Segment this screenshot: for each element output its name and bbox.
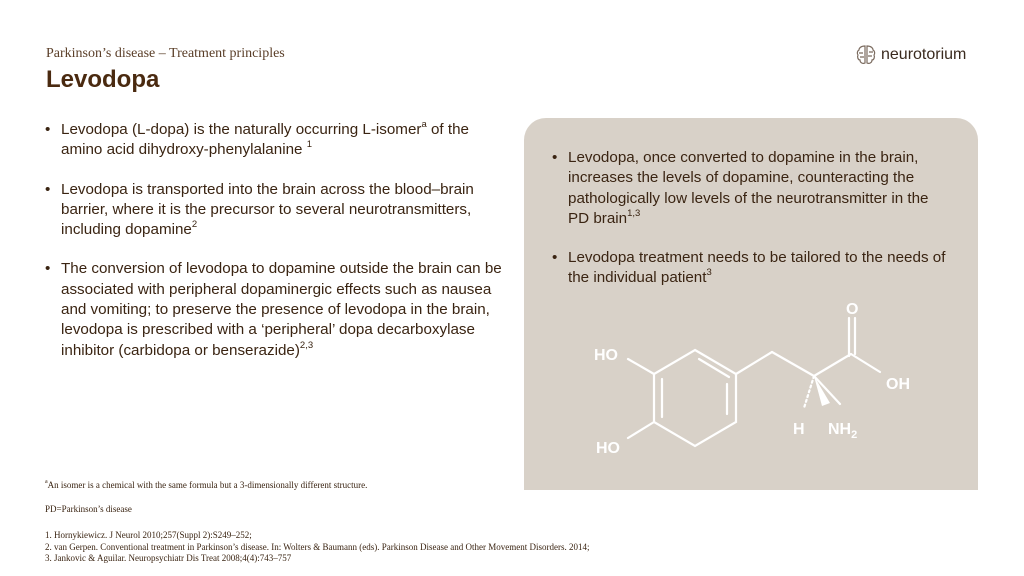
panel-bullet-list [551, 148, 951, 308]
bullet-text: Levodopa, once converted to dopamine in the brain, increases the levels of dopamine, counteracting the pathologically low levels of the neurotransmitter in the PD brain [568, 149, 929, 227]
footnote-marker: a [45, 479, 48, 485]
nh2-label: $NH_2$ [828, 421, 858, 441]
benzene-ring [654, 350, 736, 446]
reference-marker: 1 [306, 139, 312, 151]
bullet-text-cont: of the amino acid dihydroxy-phenylalanine [61, 121, 469, 159]
list-item [44, 259, 506, 360]
left-bullet-list [44, 120, 506, 380]
hydroxyl-bond-top [628, 359, 654, 374]
list-item [551, 148, 951, 229]
reference-marker: 2,3 [299, 339, 314, 351]
bullet-text: The conversion of levodopa to dopamine outside the brain can be associated with peripheral dopaminergic effects such as nausea and vomiting; to preserve the presence of levodopa in the brain, levodopa is prescribed with a ‘peripheral’ dopa decarboxylase inhibitor (carbidopa or benserazide) [61, 260, 502, 359]
levodopa-structure-diagram [524, 290, 978, 470]
slide-title: Levodopa [46, 66, 160, 93]
ho-label-top: HO [594, 347, 618, 364]
reference-item: 3. Jankovic & Aguilar. Neuropsychiatr Dis Treat 2008;4(4):743–757 [45, 553, 292, 564]
neurotorium-logo[interactable] [856, 44, 966, 66]
ho-label-bottom: HO [596, 440, 620, 457]
reference-marker: 3 [706, 267, 712, 279]
reference-item: 2. van Gerpen. Conventional treatment in Parkinson’s disease. In: Wolters & Baumann (eds). Parkinson Disease and Other Movement Disorders. 2014; [45, 541, 590, 552]
hydroxyl-bond-bottom [628, 422, 654, 438]
isomer-footnote: $^a$An isomer is a chemical with the same formula but a 3-dimensionally different structure. [45, 479, 368, 490]
bullet-text: Levodopa is transported into the brain across the blood–brain barrier, where it is the precursor to several neurotransmitters, including dopamine [61, 180, 474, 239]
abbreviation-note: PD=Parkinson’s disease [45, 504, 132, 514]
footnote-marker: a [421, 118, 427, 130]
brain-icon [856, 44, 876, 66]
reference-marker: 2 [191, 219, 198, 231]
oxygen-label: O [846, 301, 859, 318]
list-item [551, 248, 951, 289]
bullet-text: Levodopa treatment needs to be tailored to the needs of the individual patient [568, 249, 946, 287]
list-item [44, 120, 506, 161]
hydrogen-label: H [793, 421, 805, 438]
bullet-text: Levodopa (L-dopa) is the naturally occurring L-isomer [61, 121, 422, 138]
oh-label: OH [886, 376, 910, 393]
references [45, 530, 590, 565]
slide-subtitle: Parkinson’s disease – Treatment principles [46, 46, 285, 61]
logo-text: neurotorium [881, 46, 967, 63]
reference-marker: 1,3 [627, 207, 641, 219]
list-item [44, 180, 506, 241]
reference-item: 1. Hornykiewicz. J Neurol 2010;257(Suppl 2):S249–252; [45, 530, 252, 540]
